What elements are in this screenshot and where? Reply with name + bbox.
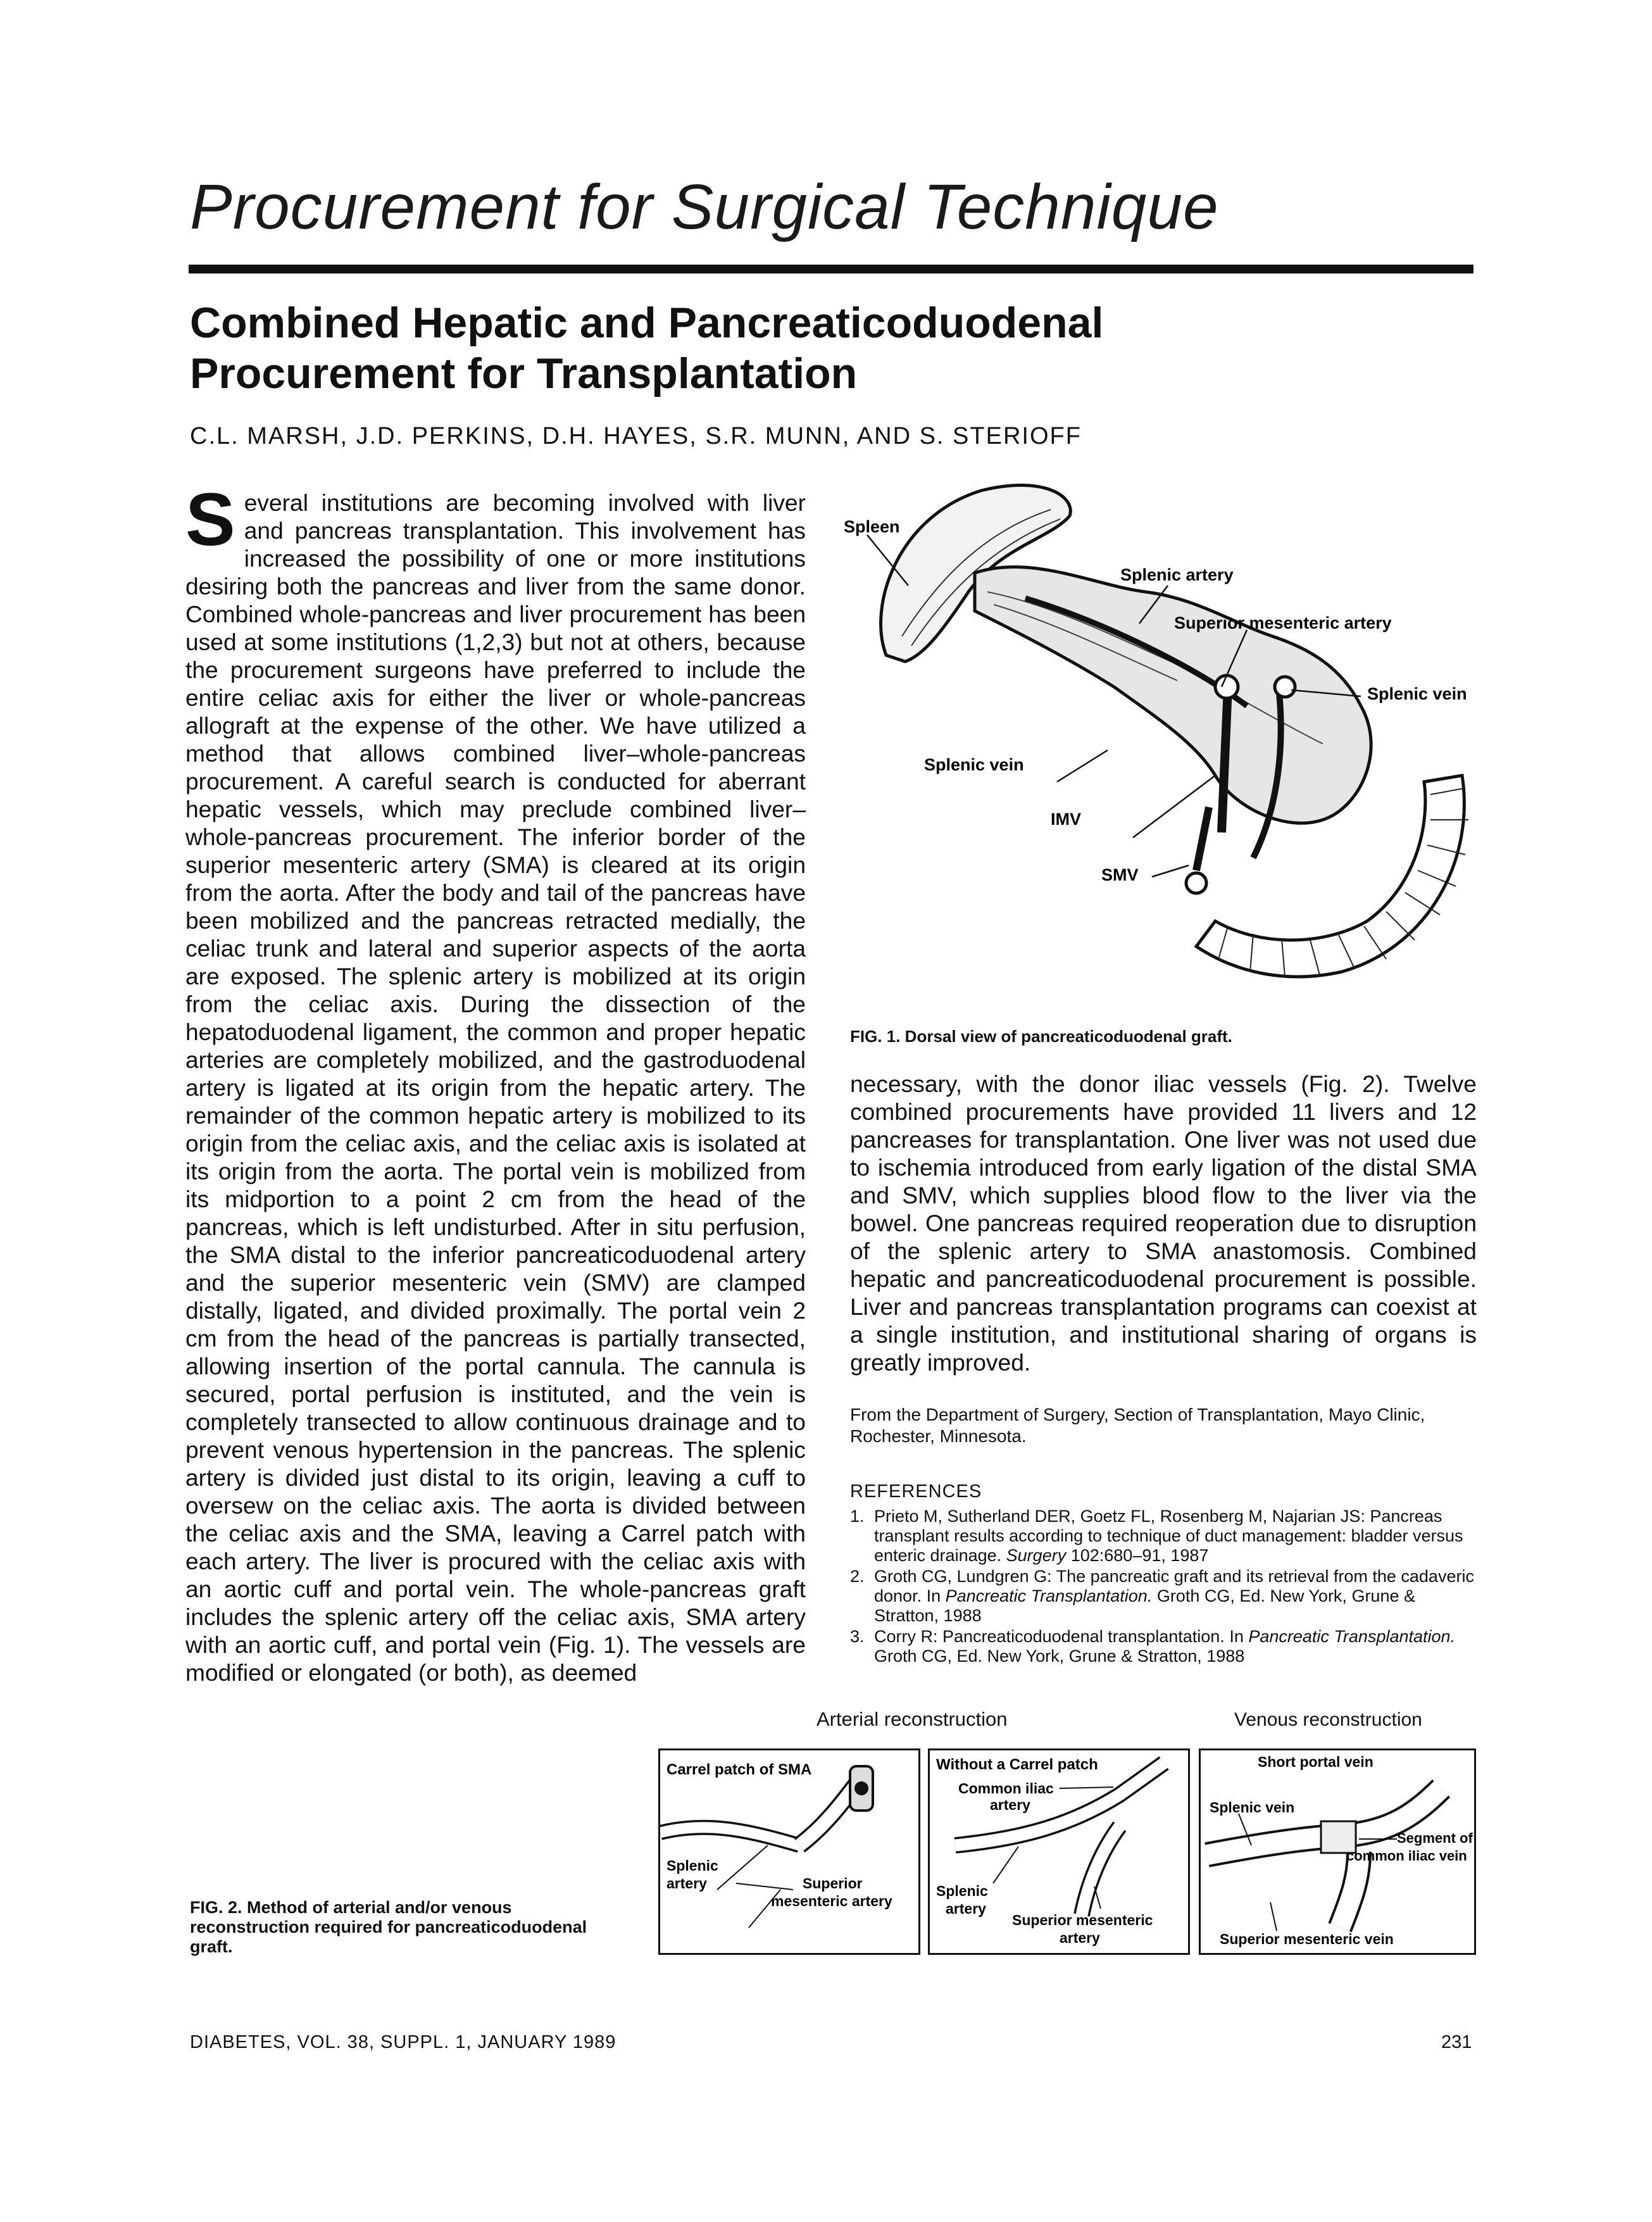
svg-text:Carrel patch of SMA: Carrel patch of SMA xyxy=(666,1761,812,1778)
svg-text:Splenic: Splenic xyxy=(936,1883,988,1899)
svg-text:Superior: Superior xyxy=(803,1875,863,1892)
svg-text:Short portal vein: Short portal vein xyxy=(1258,1754,1374,1770)
article-title-line2: Procurement for Transplantation xyxy=(190,349,858,398)
figure-1-illustration xyxy=(842,478,1481,1022)
references-heading: REFERENCES xyxy=(850,1481,982,1502)
authors: C.L. MARSH, J.D. PERKINS, D.H. HAYES, S.R. MUNN, AND S. STERIOFF xyxy=(190,423,1082,449)
svg-text:Common iliac: Common iliac xyxy=(958,1780,1054,1797)
svg-text:Without a Carrel patch: Without a Carrel patch xyxy=(936,1756,1098,1773)
fig1-label-sma: Superior mesenteric artery xyxy=(1174,613,1392,632)
svg-text:Splenic: Splenic xyxy=(666,1857,718,1874)
svg-text:artery: artery xyxy=(666,1875,707,1892)
svg-text:mesenteric artery: mesenteric artery xyxy=(771,1893,892,1909)
svg-text:Segment of: Segment of xyxy=(1397,1830,1473,1846)
fig2-venous-title: Venous reconstruction xyxy=(1234,1709,1422,1730)
article-title xyxy=(190,298,1329,399)
reference-item: 3. Corry R: Pancreaticoduodenal transplantation. In Pancreatic Transplantation. Groth CG, Ed. New York, Grune & Stratton, 1988 xyxy=(850,1627,1456,1666)
fig1-label-splenic-artery: Splenic artery xyxy=(1120,565,1234,584)
svg-text:Superior mesenteric vein: Superior mesenteric vein xyxy=(1220,1931,1394,1947)
fig1-label-splenic-vein-left: Splenic vein xyxy=(924,755,1024,774)
affiliation: From the Department of Surgery, Section of Transplantation, Mayo Clinic, Rochester, Minnesota. xyxy=(850,1405,1425,1446)
footer-page-number: 231 xyxy=(1441,2032,1472,2052)
fig1-label-smv: SMV xyxy=(1101,865,1139,884)
figure-2-caption: FIG. 2. Method of arterial and/or venous reconstruction required for pancreaticoduodenal graft. xyxy=(190,1898,587,1956)
figure-1 xyxy=(842,478,1481,1022)
fig2-panel-short-portal-vein xyxy=(1199,1748,1476,1955)
body-left-text: everal institutions are becoming involved with liver and pancreas transplantation. This involvement has increased the possibility of one or more institutions desiring both the pancreas and liver from the same donor. Combined whole-pancreas and liver procurement has been used at some institutions (1,2,3) but not at others, because the procurement surgeons have preferred to include the entire celiac axis for either the liver or whole-pancreas allograft at the expense of the other. We have utilized a method that allows combined liver–whole-pancreas procurement. A careful search is conducted for aberrant hepatic vessels, which may preclude combined liver–whole-pancreas procurement. The inferior border of the superior mesenteric artery (SMA) is cleared at its origin from the aorta. After the body and tail of the pancreas have been mobilized and the pancreas retracted medially, the celiac trunk and lateral and superior aspects of the aorta are exposed. The splenic artery is mobilized at its origin from the celiac axis. During the dissection of the hepatoduodenal ligament, the common and proper hepatic arteries are completely mobilized, and the gastroduodenal artery is ligated at its origin from the hepatic artery. The remainder of the common hepatic artery is mobilized to its origin from the celiac axis, and the celiac axis is isolated at its origin from the aorta. The portal vein is mobilized from its midportion to a point 2 cm from the head of the pancreas, which is left undisturbed. After in situ perfusion, the SMA distal to the inferior pancreaticoduodenal artery and the superior mesenteric vein (SMV) are clamped distally, ligated, and divided proximally. The portal vein 2 cm from the head of the pancreas is partially transected, allowing insertion of the portal cannula. The cannula is secured, portal perfusion is instituted, and the vein is completely transected to allow continuous drainage and to prevent venous hypertension in the pancreas. The splenic artery is divided just distal to its origin, leaving a cuff to oversew on the celiac axis. The aorta is divided between the celiac axis and the SMA, leaving a Carrel patch with each artery. The liver is procured with the celiac axis with an aortic cuff and portal vein. The whole-pancreas graft includes the splenic artery off the celiac axis, SMA artery with an aortic cuff, and portal vein (Fig. 1). The vessels are modified or elongated (or both), as deemed xyxy=(185,489,806,1686)
fig2-panel-without-carrel xyxy=(928,1748,1190,1955)
body-right-column: necessary, with the donor iliac vessels (Fig. 2). Twelve combined procurements have provided 11 livers and 12 pancreases for transplantation. One liver was not used due to ischemia introduced from early ligation of the distal SMA and SMV, which supplies blood flow to the liver via the bowel. One pancreas required reoperation due to disruption of the splenic artery to SMA anastomosis. Combined hepatic and pancreaticoduodenal procurement is possible. Liver and pancreas transplantation programs can coexist at a single institution, and institutional sharing of organs is greatly improved. xyxy=(850,1070,1477,1376)
section-title: Procurement for Surgical Technique xyxy=(190,172,1219,242)
svg-text:artery: artery xyxy=(946,1900,986,1917)
svg-text:artery: artery xyxy=(990,1797,1030,1813)
article-title-line1: Combined Hepatic and Pancreaticoduodenal xyxy=(190,299,1104,347)
references-list xyxy=(850,1507,1477,1667)
svg-text:Splenic vein: Splenic vein xyxy=(1210,1799,1295,1816)
fig1-label-splenic-vein-right: Splenic vein xyxy=(1367,684,1467,703)
header-rule xyxy=(189,265,1474,273)
svg-text:Superior mesenteric: Superior mesenteric xyxy=(1012,1912,1153,1928)
fig2-panel-carrel-patch xyxy=(658,1748,920,1955)
body-left-column xyxy=(185,478,806,1686)
reference-item: 1. Prieto M, Sutherland DER, Goetz FL, Rosenberg M, Najarian JS: Pancreas transplant results according to technique of duct management: bladder versus enteric drainage. Surgery 102:680–91, 1987 xyxy=(850,1507,1463,1565)
fig2-arterial-title: Arterial reconstruction xyxy=(817,1708,1008,1730)
svg-text:common iliac vein: common iliac vein xyxy=(1346,1848,1467,1864)
fig1-label-spleen: Spleen xyxy=(844,517,900,536)
reference-item: 2. Groth CG, Lundgren G: The pancreatic graft and its retrieval from the cadaveric donor. In Pancreatic Transplantation. Groth CG, Ed. New York, Grune & Stratton, 1988 xyxy=(850,1567,1474,1625)
drop-cap: S xyxy=(185,478,235,562)
pancreas-shape xyxy=(975,567,1371,824)
footer-journal: DIABETES, VOL. 38, SUPPL. 1, JANUARY 1989 xyxy=(190,2032,616,2052)
figure-1-caption: FIG. 1. Dorsal view of pancreaticoduodenal graft. xyxy=(850,1027,1232,1046)
svg-text:artery: artery xyxy=(1060,1930,1100,1946)
fig1-label-imv: IMV xyxy=(1051,810,1082,829)
